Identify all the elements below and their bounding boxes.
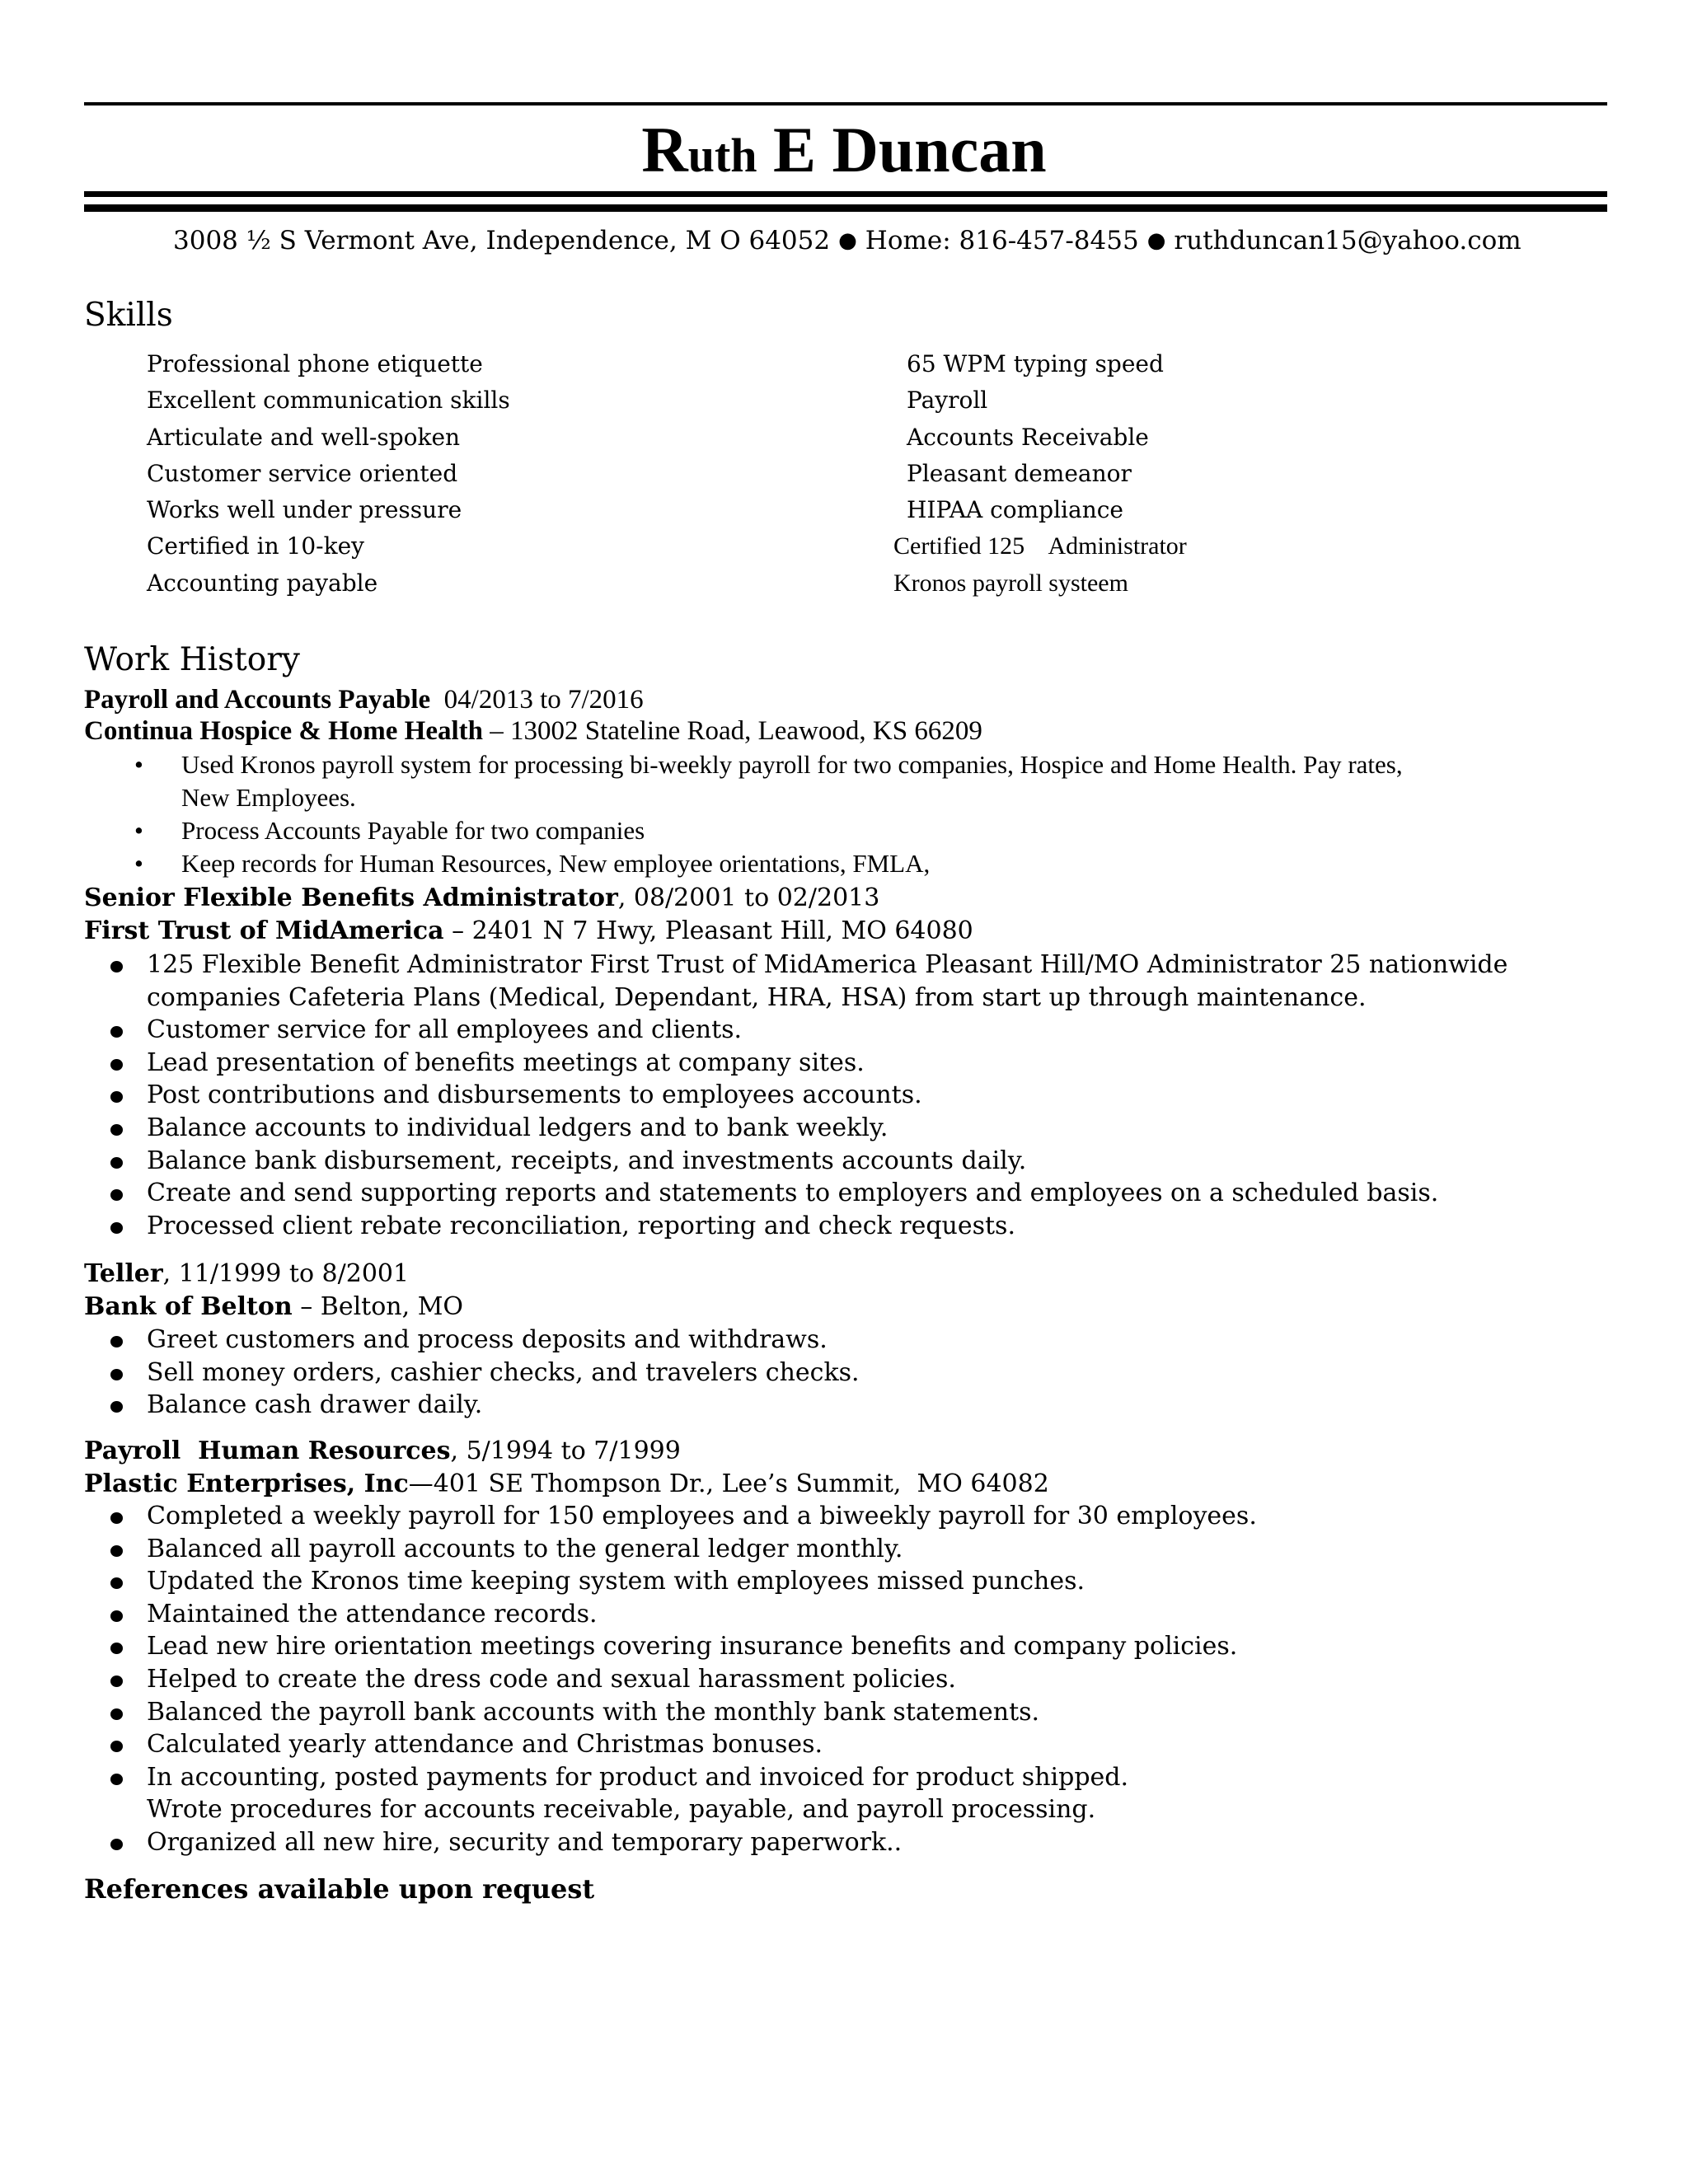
job-bullets [0, 949, 1507, 1242]
address: 3008 ½ S Vermont Ave, Independence, M O 64052 [173, 226, 831, 255]
job-dates: , 5/1994 to 7/1999 [450, 1436, 681, 1465]
skill-item: Professional phone etiquette [147, 350, 483, 377]
bullet-dot [110, 1091, 123, 1103]
skill-item: Payroll [907, 387, 988, 415]
header-rule-thin [84, 204, 1607, 212]
bullet-dot [110, 1157, 123, 1169]
list-item: Maintained the attendance records. [0, 1598, 1257, 1631]
job-title-line [84, 882, 879, 915]
company-location: – 13002 Stateline Road, Leawood, KS 66209 [483, 716, 982, 746]
name-initial: R [641, 114, 688, 185]
skills-left-column [147, 346, 510, 602]
skill-item: Customer service oriented [147, 459, 458, 487]
bullet-dot [110, 1124, 123, 1136]
company-name: First Trust of MidAmerica [84, 916, 444, 945]
list-item: • Keep records for Human Resources, New employee orientations, FMLA, [0, 847, 1403, 880]
list-item: Lead new hire orientation meetings covering insurance benefits and company policies. [0, 1630, 1257, 1663]
job-title: Payroll and Accounts Payable [84, 685, 431, 715]
job-company-line [84, 1291, 463, 1324]
bullet-dot [110, 1643, 123, 1654]
top-rule [84, 102, 1607, 105]
job-bullets [0, 1500, 1257, 1859]
company-location: – Belton, MO [292, 1292, 464, 1321]
job-title: Teller [84, 1259, 163, 1288]
job-title-line [84, 683, 644, 716]
bullet-dot [110, 1222, 123, 1234]
bullet-dot [110, 1610, 123, 1622]
skill-item: Accounting payable [147, 569, 378, 597]
skills-heading: Skills [84, 297, 173, 334]
list-item: • Used Kronos payroll system for processing bi-weekly payroll for two companies, Hospice and Home Health. Pay rates, New Employees. [134, 750, 1403, 812]
bullet-dot [110, 1401, 123, 1413]
header-rule-thick [84, 191, 1607, 197]
skill-item: Articulate and well-spoken [147, 423, 461, 451]
job-company-line [84, 715, 982, 748]
bullet-dot [110, 1675, 123, 1687]
contact-line [173, 223, 1522, 259]
skill-item: Kronos payroll systeem [893, 569, 1128, 597]
list-item: Balanced the payroll bank accounts with the monthly bank statements. [0, 1696, 1257, 1729]
list-item: Sell money orders, cashier checks, and travelers checks. [0, 1357, 860, 1390]
job-company-line [84, 1468, 1049, 1501]
job-company-line [84, 915, 973, 948]
company-location: – 2401 N 7 Hwy, Pleasant Hill, MO 64080 [443, 916, 973, 945]
phone: Home: 816-457-8455 [865, 226, 1139, 255]
name-small-caps: uth [687, 129, 757, 182]
job-title-line [84, 1258, 409, 1291]
skill-item: Accounts Receivable [907, 423, 1149, 451]
bullet-dot [110, 1026, 123, 1038]
bullet-dot [110, 1336, 123, 1347]
bullet-dot [110, 1369, 123, 1380]
job-bullets [0, 1324, 860, 1422]
bullet-dot [110, 1708, 123, 1720]
bullet-dot [110, 1512, 123, 1524]
bullet-dot [110, 1577, 123, 1589]
work-history-heading: Work History [84, 641, 300, 678]
skill-item: HIPAA compliance [907, 496, 1123, 524]
skill-item: Works well under pressure [147, 496, 462, 524]
bullet-dot [110, 1189, 123, 1201]
bullet-dot: • [134, 750, 143, 779]
bullet-dot [110, 1059, 123, 1071]
separator-dot: ● [1146, 228, 1166, 253]
list-item: Calculated yearly attendance and Christmas bonuses. [0, 1728, 1257, 1761]
job-bullets [0, 748, 1403, 880]
skill-item: 65 WPM typing speed [907, 350, 1164, 377]
separator-dot: ● [838, 228, 857, 253]
list-item: Balance accounts to individual ledgers and to bank weekly. [0, 1112, 1507, 1145]
job-dates: , 08/2001 to 02/2013 [617, 883, 880, 912]
job-title: Payroll Human Resources [84, 1436, 451, 1465]
job-dates: 04/2013 to 7/2016 [430, 685, 644, 715]
bullet-dot: • [134, 816, 143, 845]
list-item: Greet customers and process deposits and withdraws. [0, 1324, 860, 1357]
list-item: Balanced all payroll accounts to the general ledger monthly. [0, 1533, 1257, 1566]
list-item: 125 Flexible Benefit Administrator First Trust of MidAmerica Pleasant Hill/MO Administrator 25 nationwide companies Cafeteria Plans (Medical, Dependant, HRA, HSA) from start up through maintenance. [0, 949, 1507, 1014]
bullet-dot [110, 1741, 123, 1752]
list-item: Completed a weekly payroll for 150 employees and a biweekly payroll for 30 employees. [0, 1500, 1257, 1533]
job-dates: , 11/1999 to 8/2001 [162, 1259, 410, 1288]
email: ruthduncan15@yahoo.com [1174, 226, 1522, 255]
list-item: Helped to create the dress code and sexual harassment policies. [0, 1663, 1257, 1696]
company-name: Plastic Enterprises, Inc [84, 1469, 409, 1498]
company-name: Continua Hospice & Home Health [84, 716, 483, 746]
job-title-line [84, 1435, 681, 1468]
list-item: Customer service for all employees and clients. [0, 1014, 1507, 1047]
company-name: Bank of Belton [84, 1292, 293, 1321]
list-item: Post contributions and disbursements to employees accounts. [0, 1079, 1507, 1112]
list-item: Organized all new hire, security and temporary paperwork.. [0, 1826, 1257, 1859]
list-item: Balance bank disbursement, receipts, and investments accounts daily. [0, 1145, 1507, 1178]
list-item: Lead presentation of benefits meetings at company sites. [0, 1047, 1507, 1080]
skills-right-column [893, 346, 1187, 602]
list-item: • Process Accounts Payable for two companies [0, 814, 1403, 847]
references-note: References available upon request [84, 1873, 595, 1905]
bullet-dot [110, 1839, 123, 1850]
skill-item: Excellent communication skills [147, 387, 510, 415]
bullet-dot: • [134, 849, 143, 878]
company-location: —401 SE Thompson Dr., Lee’s Summit, MO 64082 [408, 1469, 1049, 1498]
bullet-dot [110, 961, 123, 972]
list-item: Updated the Kronos time keeping system with employees missed punches. [0, 1565, 1257, 1598]
name-rest: E Duncan [757, 114, 1047, 185]
list-item: In accounting, posted payments for product and invoiced for product shipped. Wrote procedures for accounts receivable, payable, and payroll processing. [0, 1761, 1257, 1826]
bullet-dot [110, 1545, 123, 1557]
list-item: Balance cash drawer daily. [0, 1389, 860, 1422]
skill-item: Certified 125 Administrator [893, 532, 1187, 560]
candidate-name [0, 112, 1688, 194]
skill-item: Certified in 10-key [147, 532, 364, 560]
bullet-dot [110, 1774, 123, 1785]
list-item: Processed client rebate reconciliation, reporting and check requests. [0, 1210, 1507, 1243]
list-item: Create and send supporting reports and statements to employers and employees on a scheduled basis. [0, 1177, 1507, 1210]
skill-item: Pleasant demeanor [907, 459, 1132, 487]
job-title: Senior Flexible Benefits Administrator [84, 883, 618, 912]
